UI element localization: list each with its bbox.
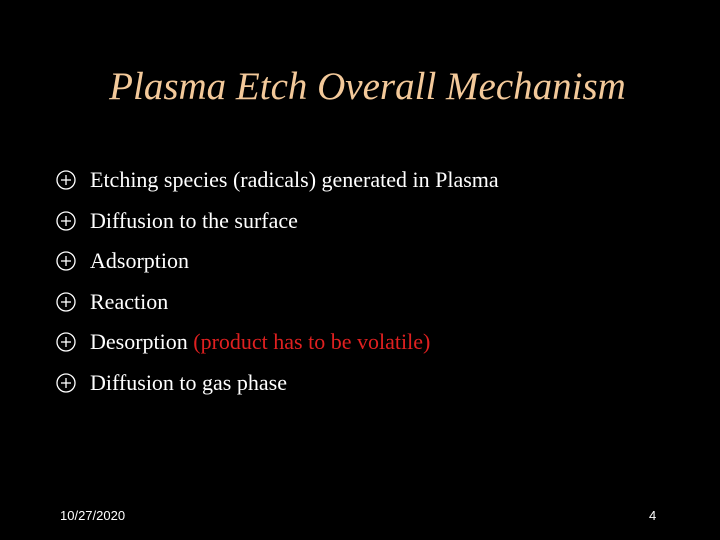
plus-circle-icon <box>55 210 77 232</box>
bullet-item <box>55 160 499 201</box>
slide-title: Plasma Etch Overall Mechanism <box>109 65 626 108</box>
bullet-item <box>55 322 499 363</box>
bullet-text: Diffusion to gas phase <box>90 369 287 395</box>
plus-circle-icon <box>55 291 77 313</box>
bullet-list <box>55 160 499 403</box>
bullet-text: Diffusion to the surface <box>90 207 298 233</box>
bullet-item <box>55 282 499 323</box>
bullet-text: Desorption <box>90 329 188 355</box>
bullet-item <box>55 201 499 242</box>
plus-circle-icon <box>55 331 77 353</box>
plus-circle-icon <box>55 372 77 394</box>
bullet-text: Reaction <box>90 288 169 314</box>
bullet-item <box>55 363 499 404</box>
plus-circle-icon <box>55 169 77 191</box>
bullet-text: Etching species (radicals) generated in Plasma <box>90 167 499 193</box>
bullet-item <box>55 241 499 282</box>
footer-date: 10/27/2020 <box>60 508 126 523</box>
bullet-text: Adsorption <box>90 248 189 274</box>
plus-circle-icon <box>55 250 77 272</box>
bullet-highlight-text: (product has to be volatile) <box>193 329 431 355</box>
page-number: 4 <box>649 508 657 523</box>
